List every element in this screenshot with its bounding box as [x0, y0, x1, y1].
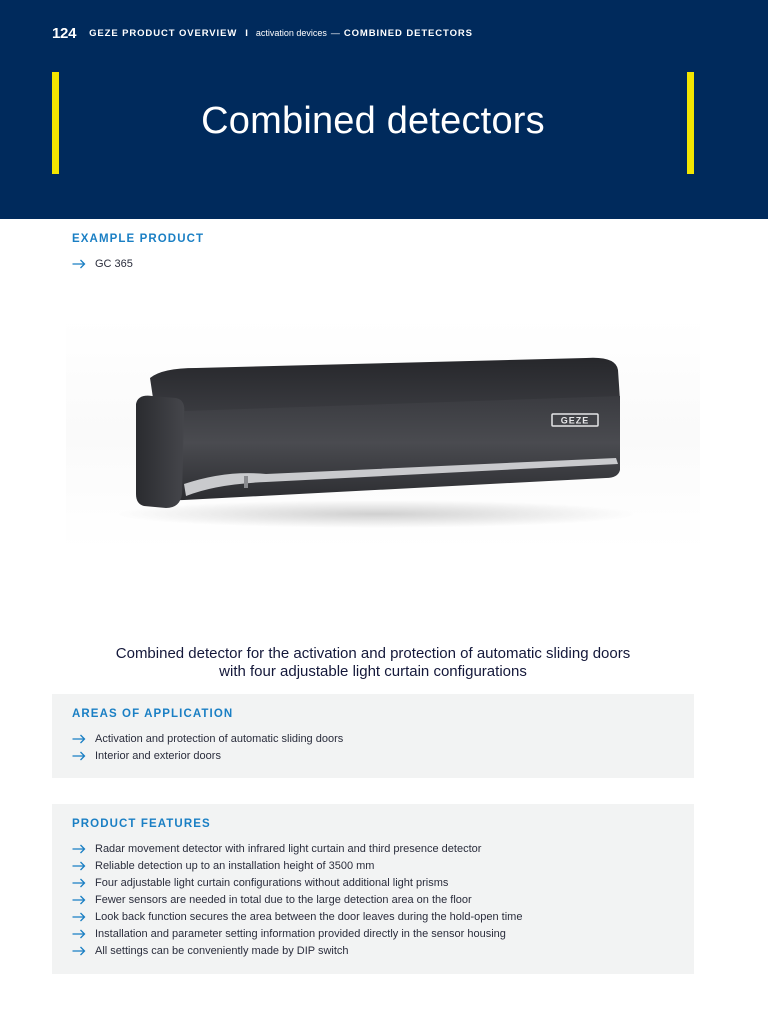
list-item	[72, 925, 674, 942]
list-item	[72, 942, 674, 959]
list-item	[72, 730, 674, 747]
product-overview-label: GEZE PRODUCT OVERVIEW	[89, 27, 238, 39]
arrow-right-icon	[72, 929, 95, 939]
list-item	[72, 840, 674, 857]
list-item-text: Installation and parameter setting information provided directly in the sensor housing	[95, 927, 506, 940]
tagline-line-2: with four adjustable light curtain configurations	[219, 662, 527, 680]
arrow-right-icon	[72, 259, 95, 269]
device-detail	[244, 476, 248, 488]
header-dash: —	[330, 28, 340, 38]
example-product-heading: EXAMPLE PRODUCT	[72, 233, 205, 245]
product-features-list	[72, 840, 674, 959]
list-item	[72, 857, 674, 874]
arrow-right-icon	[72, 751, 95, 761]
areas-of-application-box	[52, 694, 694, 778]
device-shadow	[116, 500, 636, 528]
arrow-right-icon	[72, 912, 95, 922]
device-end-cap	[136, 396, 184, 508]
list-item-text: All settings can be conveniently made by DIP switch	[95, 944, 349, 957]
example-product-list	[72, 255, 204, 272]
geze-logo: GEZE	[560, 415, 590, 426]
product-image	[66, 318, 700, 550]
accent-bar-left	[52, 72, 59, 174]
arrow-right-icon	[72, 878, 95, 888]
arrow-right-icon	[72, 734, 95, 744]
list-item-text: GC 365	[95, 257, 133, 270]
list-item-text: Radar movement detector with infrared light curtain and third presence detector	[95, 842, 482, 855]
list-item	[72, 747, 674, 764]
list-item	[72, 908, 674, 925]
arrow-right-icon	[72, 844, 95, 854]
list-item	[72, 891, 674, 908]
list-item-text: Activation and protection of automatic sliding doors	[95, 732, 344, 745]
page-number: 124	[52, 24, 77, 42]
product-features-box	[52, 804, 694, 974]
category-label: COMBINED DETECTORS	[343, 27, 473, 39]
arrow-right-icon	[72, 946, 95, 956]
areas-of-application-heading: AREAS OF APPLICATION	[72, 708, 234, 720]
list-item-text: Look back function secures the area between the door leaves during the hold-open time	[95, 910, 523, 923]
list-item-text: Reliable detection up to an installation height of 3500 mm	[95, 859, 375, 872]
page-header	[0, 0, 768, 219]
subcategory-label: activation devices	[255, 28, 327, 38]
tagline-line-1: Combined detector for the activation and protection of automatic sliding doors	[115, 645, 631, 662]
list-item	[72, 874, 674, 891]
example-product-section	[72, 233, 204, 272]
arrow-right-icon	[72, 895, 95, 905]
arrow-right-icon	[72, 861, 95, 871]
areas-of-application-list	[72, 730, 674, 764]
list-item-text: Four adjustable light curtain configurations without additional light prisms	[95, 876, 449, 889]
header-separator: I	[245, 27, 248, 39]
list-item	[72, 255, 204, 272]
list-item-text: Interior and exterior doors	[95, 749, 221, 762]
product-tagline	[52, 645, 694, 680]
product-features-heading: PRODUCT FEATURES	[72, 818, 211, 830]
running-header	[52, 25, 473, 41]
page-title: Combined detectors	[201, 100, 545, 142]
accent-bar-right	[687, 72, 694, 174]
list-item-text: Fewer sensors are needed in total due to the large detection area on the floor	[95, 893, 472, 906]
gc365-sensor-illustration	[66, 318, 700, 550]
